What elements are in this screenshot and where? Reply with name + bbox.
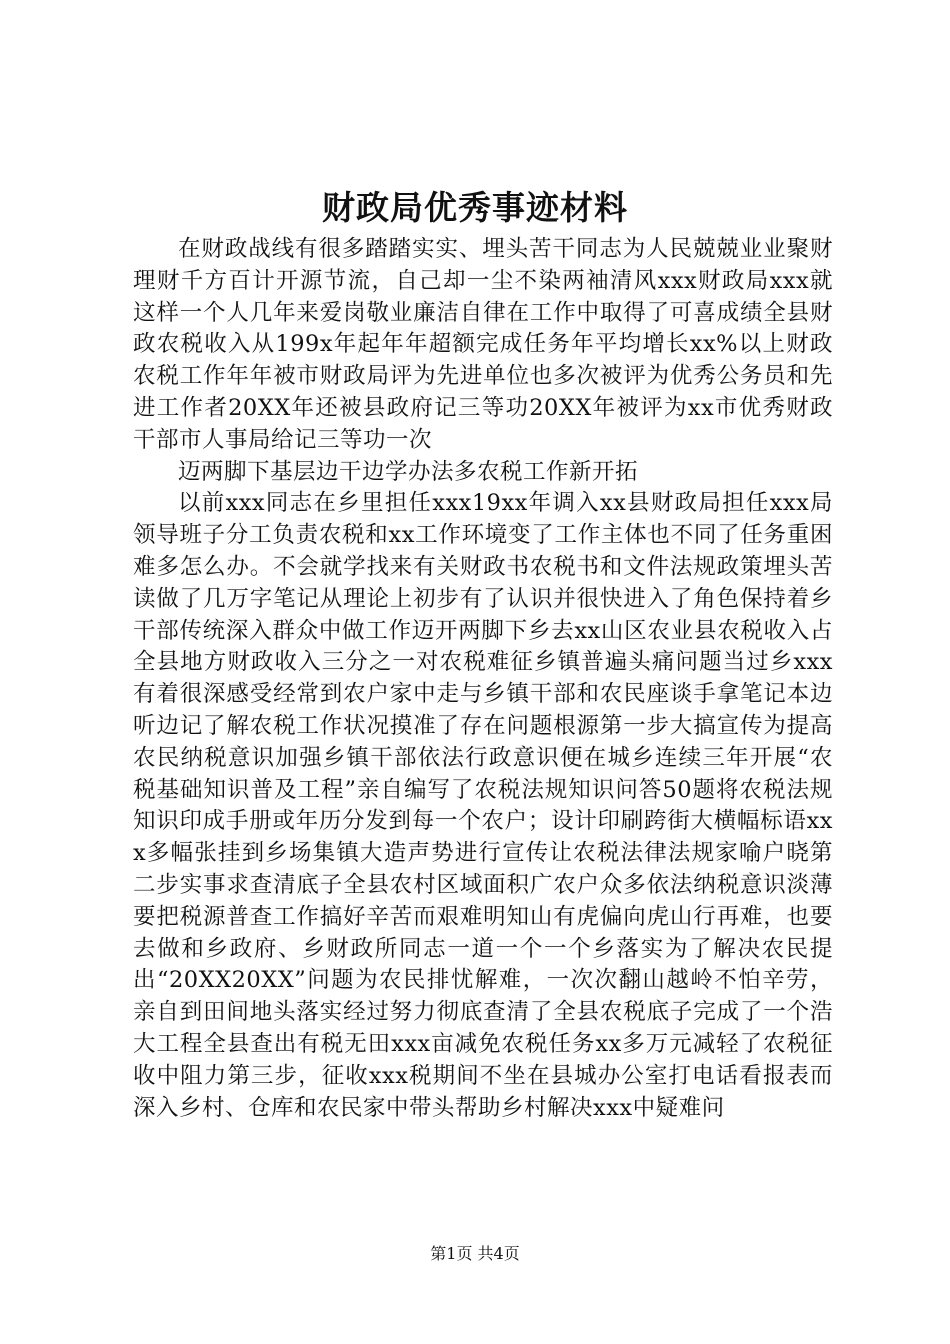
- document-title: 财政局优秀事迹材料: [322, 188, 628, 227]
- paragraph-main: 以前xxx同志在乡里担任xxx19xx年调入xx县财政局担任xxx局领导班子分工负责农税和xx工作环境变了工作主体也不同了任务重困难多怎么办。不会就学找来有关财政书农税书和文件法规政策埋头苦读做了几万字笔记从理论上初步有了认识并很快进入了角色保持着乡干部传统深入群众中做工作迈开两脚下乡去xx山区农业县农税收入占全县地方财政收入三分之一对农税难征乡镇普遍头痛问题当过乡xxx有着很深感受经常到农户家中走与乡镇干部和农民座谈手拿笔记本边听边记了解农税工作状况摸准了存在问题根源第一步大搞宣传为提高农民纳税意识加强乡镇干部依法行政意识便在城乡连续三年开展“农税基础知识普及工程”亲自编写了农税法规知识问答50题将农税法规知识印成手册或年历分发到每一个农户；设计印刷跨街大横幅标语xxx多幅张挂到乡场集镇大造声势进行宣传让农税法律法规家喻户晓第二步实事求查清底子全县农村区域面积广农户众多依法纳税意识淡薄要把税源普查工作搞好辛苦而艰难明知山有虎偏向虎山行再难，也要去做和乡政府、乡财政所同志一道一个一个乡落实为了解决农民提出“20XX20XX”问题为农民排忧解难，一次次翻山越岭不怕辛劳，亲自到田间地头落实经过努力彻底查清了全县农税底子完成了一个浩大工程全县查出有税无田xxx亩减免农税任务xx多万元减轻了农税征收中阻力第三步，征收xxx税期间不坐在县城办公室打电话看报表而深入乡村、仓库和农民家中带头帮助乡村解决xxx中疑难问: [133, 490, 833, 1121]
- document-body: [133, 234, 833, 1124]
- paragraph-intro: 在财政战线有很多踏踏实实、埋头苦干同志为人民兢兢业业聚财理财千方百计开源节流，自己却一尘不染两袖清风xxx财政局xxx就这样一个人几年来爱岗敬业廉洁自律在工作中取得了可喜成绩全县财政农税收入从199x年起年年超额完成任务年平均增长xx%以上财政农税工作年年被市财政局评为先进单位也多次被评为优秀公务员和先进工作者20XX年还被县政府记三等功20XX年被评为xx市优秀财政干部市人事局给记三等功一次: [133, 236, 833, 453]
- page-number-footer: 第1页 共4页: [430, 1244, 520, 1263]
- paragraph-heading: 迈两脚下基层边干边学办法多农税工作新开拓: [178, 458, 639, 485]
